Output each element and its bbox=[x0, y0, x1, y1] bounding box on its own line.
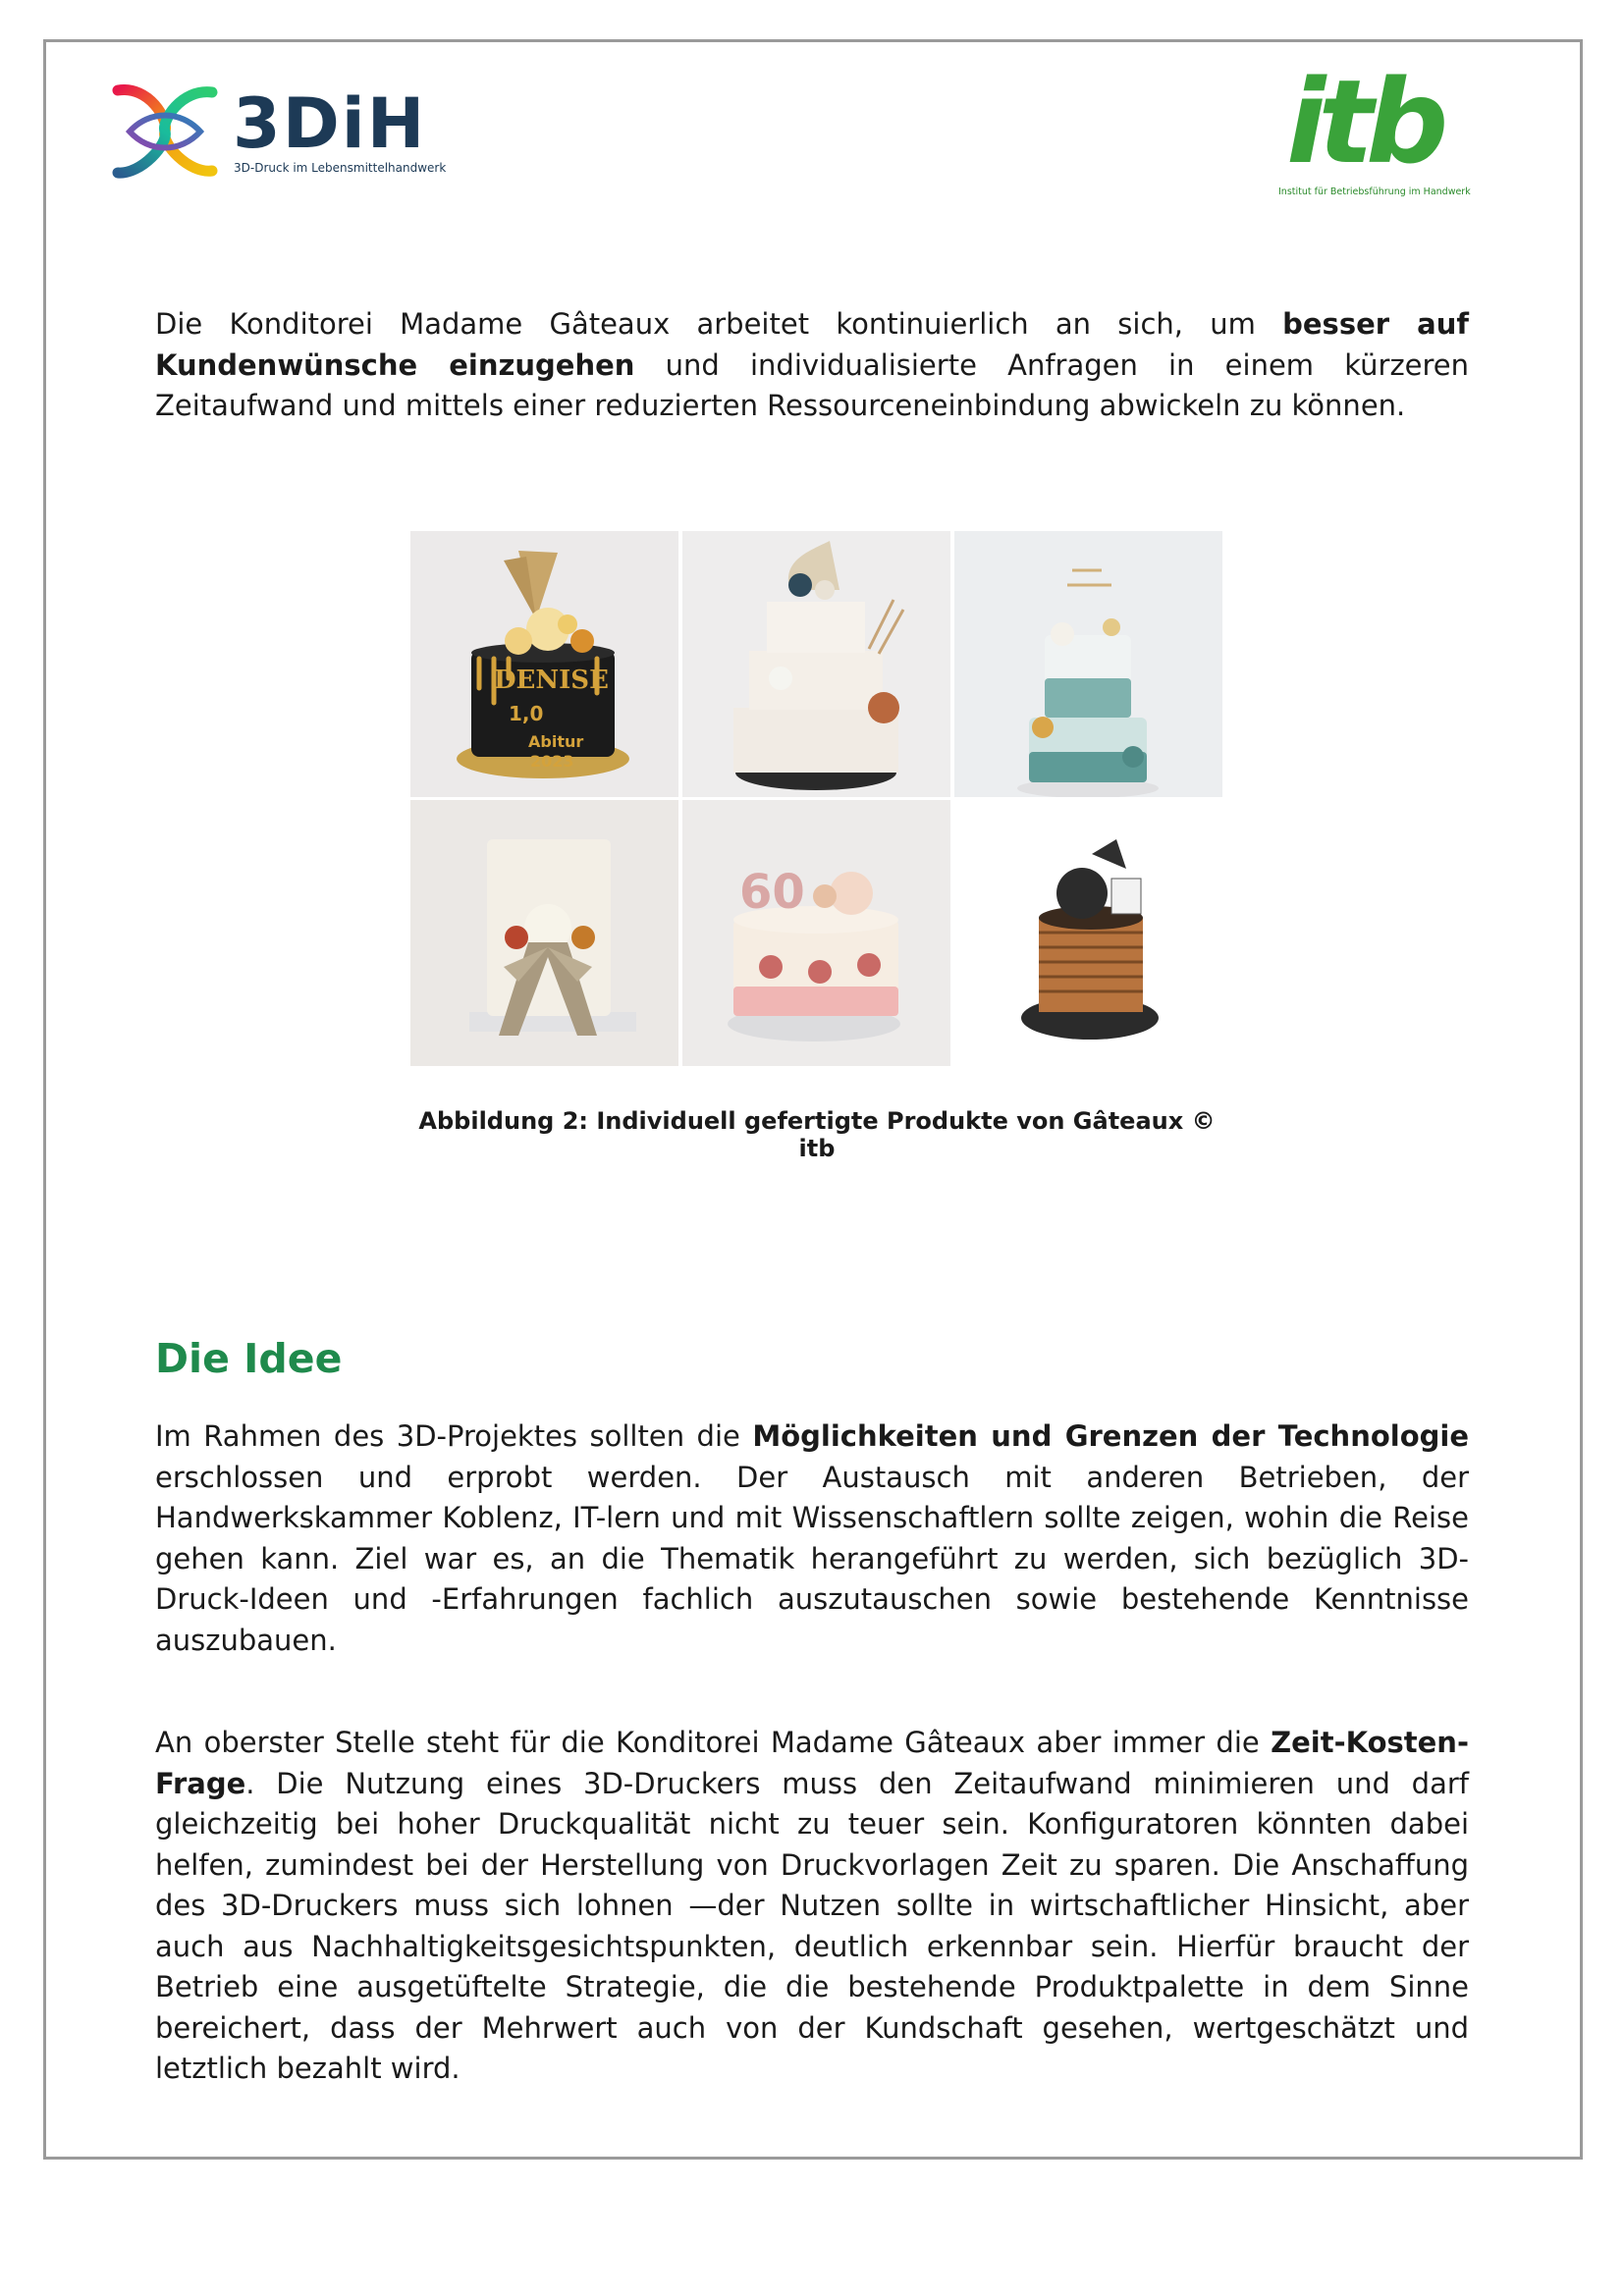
cake-text-grade: 1,0 bbox=[509, 702, 544, 725]
section-heading: Die Idee bbox=[155, 1335, 343, 1382]
logo-itb-tagline: Institut für Betriebsführung im Handwerk bbox=[1278, 187, 1471, 197]
cake-text-name: DENISE bbox=[494, 666, 609, 695]
cake-text-year: 2023 bbox=[530, 752, 574, 771]
logo-3dih bbox=[110, 80, 483, 188]
cake-text-number: 60 bbox=[739, 865, 805, 920]
figure-caption: Abbildung 2: Individuell gefertigte Produkte von Gâteaux © itb bbox=[418, 1107, 1216, 1162]
logo-itb-wordmark: itb bbox=[1286, 54, 1441, 189]
cake-photo-naked-tiered bbox=[682, 531, 950, 797]
para2-emphasis: Zeit-Kosten-Frage bbox=[155, 1726, 1469, 1800]
cake-text-abitur: Abitur bbox=[528, 732, 584, 751]
logo-3dih-mark bbox=[110, 80, 220, 183]
intro-paragraph: Die Konditorei Madame Gâteaux arbeitet kontinuierlich an sich, um besser auf Kundenwünsche einzugehen und individualisierte Anfragen in einem kürzeren Zeitaufwand und mittels einer reduzierten Ressourceneinbindung abwickeln zu können. bbox=[155, 307, 1470, 422]
cake-photo-gallery bbox=[410, 531, 1223, 1066]
cake-photo-chocolate-layered bbox=[954, 800, 1222, 1066]
section-paragraph-2: An oberster Stelle steht für die Konditorei Madame Gâteaux aber immer die Zeit-Kosten-Frage. Die Nutzung eines 3D-Druckers muss den Zeitaufwand minimieren und darf gleichzeitig bei hoher Druckqualität nicht zu teuer sein. Konfiguratoren könnten dabei helfen, zumindest bei der Herstellung von Druckvorlagen Zeit zu sparen. Die Anschaffung des 3D-Druckers muss sich lohnen —der Nutzen sollte in wirtschaftlicher Hinsicht, aber auch aus Nachhaltigkeitsgesichtspunkten, deutlich erkennbar sein. Hierfür braucht der Betrieb eine ausgetüftelte Strategie, die die bestehende Produktpalette in dem Sinne bereichert, dass der Mehrwert auch von der Kundschaft gesehen, wertgeschätzt und letztlich bezahlt wird. bbox=[155, 1726, 1469, 2085]
cake-photo-floral-60 bbox=[682, 800, 950, 1066]
para1-emphasis: Möglichkeiten und Grenzen der Technologie bbox=[752, 1419, 1469, 1453]
logo-3dih-tagline: 3D-Druck im Lebensmittelhandwerk bbox=[234, 161, 447, 175]
cake-photo-teal-ombre bbox=[954, 531, 1222, 797]
cake-photo-black-abitur bbox=[410, 531, 678, 797]
logo-3dih-wordmark: 3DiH bbox=[233, 83, 427, 164]
logo-itb bbox=[1276, 54, 1485, 210]
intro-emphasis: besser auf Kundenwünsche einzugehen bbox=[155, 307, 1469, 382]
cake-photo-white-bow bbox=[410, 800, 678, 1066]
section-paragraph-1: Im Rahmen des 3D-Projektes sollten die Möglichkeiten und Grenzen der Technologie erschlossen und erprobt werden. Der Austausch mit anderen Betrieben, der Handwerkskammer Koblenz, IT-lern und mit Wissenschaftlern sollte zeigen, wohin die Reise gehen kann. Ziel war es, an die Thematik herangeführt zu werden, sich bezüglich 3D-Druck-Ideen und -Erfahrungen fachlich auszutauschen sowie bestehende Kenntnisse auszubauen. bbox=[155, 1419, 1469, 1657]
